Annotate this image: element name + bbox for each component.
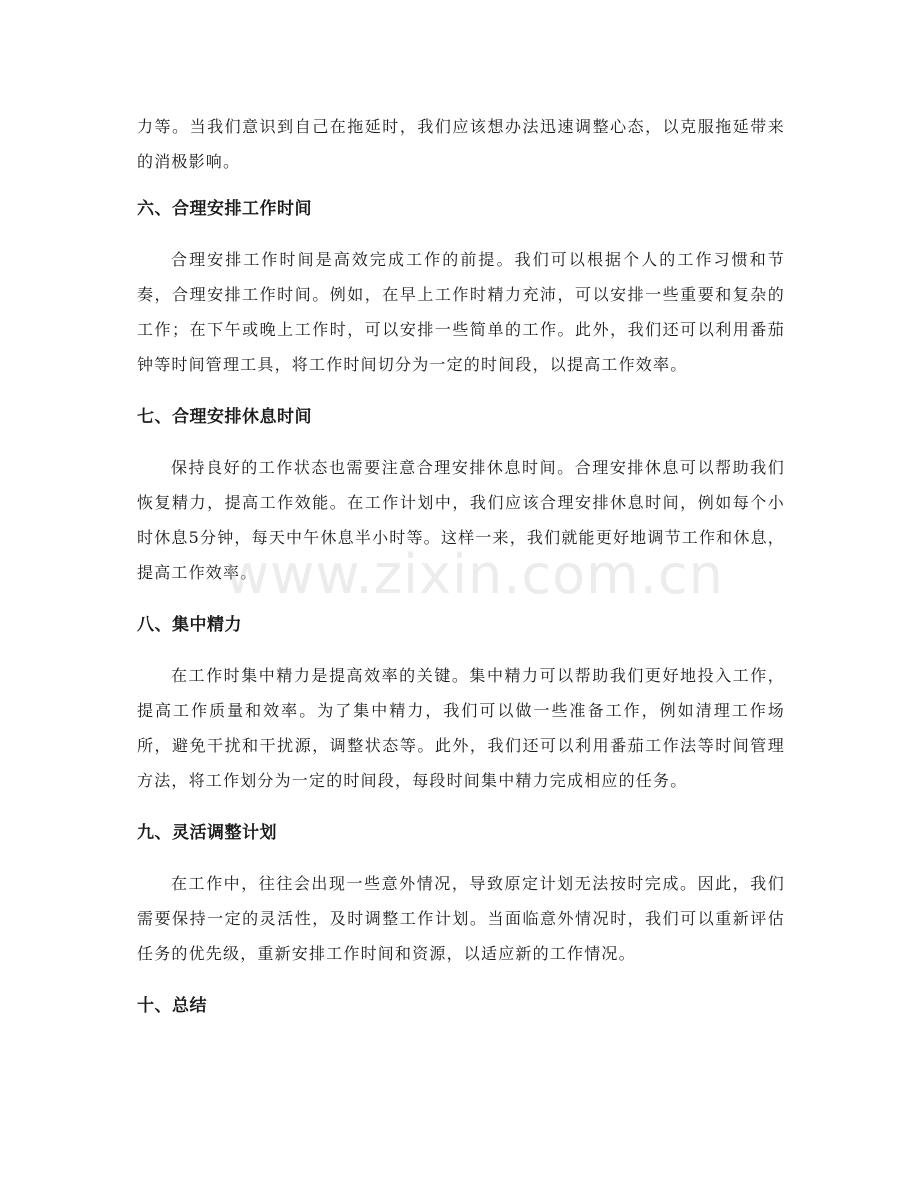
heading-section-6: 六、合理安排工作时间: [137, 199, 312, 219]
heading-section-9: 九、灵活调整计划: [137, 823, 277, 843]
paragraph-section-6: 合理安排工作时间是高效完成工作的前提。我们可以根据个人的工作习惯和节奏，合理安排工作时间。例如，在早上工作时精力充沛，可以安排一些重要和复杂的工作；在下午或晚上工作时，可以安排一些简单的工作。此外，我们还可以利用番茄钟等时间管理工具，将工作时间切分为一定的时间段，以提高工作效率。: [137, 250, 785, 374]
paragraph-section-8: 在工作时集中精力是提高效率的关键。集中精力可以帮助我们更好地投入工作，提高工作质量和效率。为了集中精力，我们可以做一些准备工作，例如清理工作场所，避免干扰和干扰源，调整状态等。此外，我们还可以利用番茄工作法等时间管理方法，将工作划分为一定的时间段，每段时间集中精力完成相应的任务。: [137, 666, 785, 790]
heading-section-7: 七、合理安排休息时间: [137, 407, 312, 427]
paragraph-intro-continuation: 力等。当我们意识到自己在拖延时，我们应该想办法迅速调整心态，以克服拖延带来的消极影响。: [137, 117, 785, 171]
watermark-text: www.zixin.com.cn: [225, 543, 724, 606]
heading-section-8: 八、集中精力: [137, 615, 242, 635]
paragraph-section-7: 保持良好的工作状态也需要注意合理安排休息时间。合理安排休息可以帮助我们恢复精力，提高工作效能。在工作计划中，我们应该合理安排休息时间，例如每个小时休息5分钟，每天中午休息半小时等。这样一来，我们就能更好地调节工作和休息，提高工作效率。: [137, 458, 785, 582]
heading-section-10: 十、总结: [137, 996, 207, 1016]
paragraph-section-9: 在工作中，往往会出现一些意外情况，导致原定计划无法按时完成。因此，我们需要保持一定的灵活性，及时调整工作计划。当面临意外情况时，我们可以重新评估任务的优先级，重新安排工作时间和资源，以适应新的工作情况。: [137, 874, 785, 963]
